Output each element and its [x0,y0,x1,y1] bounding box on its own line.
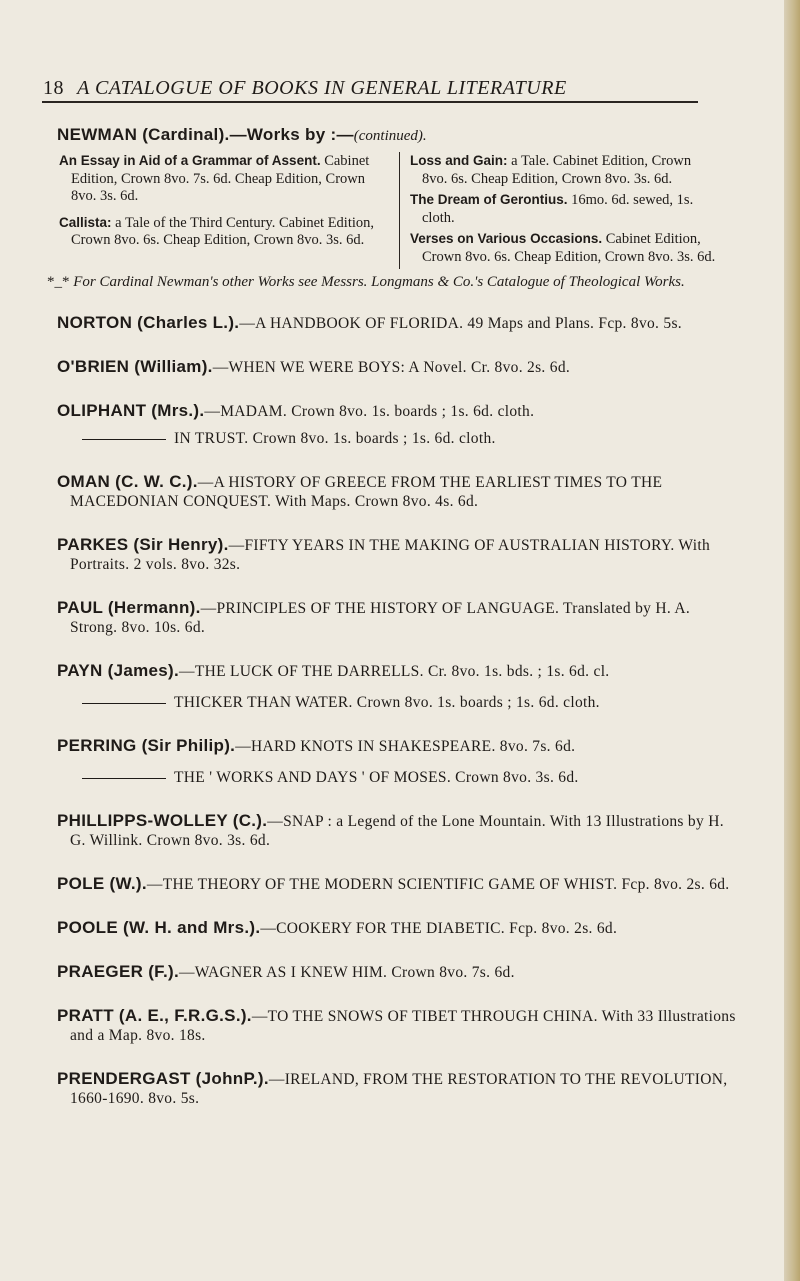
author-name: PHILLIPPS-WOLLEY (C.). [57,811,268,830]
page-header [43,77,695,100]
book-title: Verses on Various Occasions. [410,231,603,246]
works-by-label: —Works by :— [229,125,354,144]
entry-text: —THE THEORY OF THE MODERN SCIENTIFIC GAME OF WHIST. Fcp. 8vo. 2s. 6d. [146,876,730,893]
entry-text: —TO THE SNOWS OF TIBET THROUGH CHINA. With 33 Illustrations and a Map. 8vo. 18s. [70,1008,736,1044]
catalogue-entry [57,1069,737,1108]
entry-text: —COOKERY FOR THE DIABETIC. Fcp. 8vo. 2s. 6d. [260,920,618,937]
book-details: a Tale. Cabinet Edition, Crown 8vo. 6s. Cheap Edition, Crown 8vo. 3s. 6d. [422,153,692,187]
author-name: PAUL (Hermann). [57,598,201,617]
book-entry [410,230,716,266]
catalogue-entry [57,874,737,894]
entry-text: —PRINCIPLES OF THE HISTORY OF LANGUAGE. Translated by H. A. Strong. 8vo. 10s. 6d. [70,600,691,636]
catalogue-entry [57,918,737,938]
author-name: OLIPHANT (Mrs.). [57,401,205,420]
note-marker: *_* [47,274,74,290]
catalogue-subentry [57,768,737,787]
entry-text: —WHEN WE WERE BOYS: A Novel. Cr. 8vo. 2s. 6d. [212,359,571,376]
catalogue-entry [57,736,737,756]
entry-text: —HARD KNOTS IN SHAKESPEARE. 8vo. 7s. 6d. [235,738,576,755]
book-details: Cabinet Edition, Crown 8vo. 6s. Cheap Edition, Crown 8vo. 3s. 6d. [422,231,716,265]
page-edge [784,0,800,1281]
ditto-dash [82,778,166,779]
entry-text: —A HISTORY OF GREECE FROM THE EARLIEST TIMES TO THE MACEDONIAN CONQUEST. With Maps. Crown 8vo. 4s. 6d. [70,474,663,510]
entry-text: THICKER THAN WATER. Crown 8vo. 1s. boards ; 1s. 6d. cloth. [174,694,600,711]
entry-text: —FIFTY YEARS IN THE MAKING OF AUSTRALIAN HISTORY. With Portraits. 2 vols. 8vo. 32s. [70,537,710,573]
author-name: PERRING (Sir Philip). [57,736,236,755]
author-name: NEWMAN (Cardinal). [57,125,230,144]
newman-works-columns [59,152,737,269]
catalogue-entry [57,962,737,982]
entry-text: —THE LUCK OF THE DARRELLS. Cr. 8vo. 1s. bds. ; 1s. 6d. cl. [179,663,610,680]
newman-right-column [399,152,716,269]
entry-text: THE ' WORKS AND DAYS ' OF MOSES. Crown 8vo. 3s. 6d. [174,769,579,786]
book-entry [410,152,716,188]
author-name: PRATT (A. E., F.R.G.S.). [57,1006,252,1025]
catalogue-entry [57,357,737,377]
book-title: The Dream of Gerontius. [410,192,568,207]
header-rule [42,101,698,103]
author-name: PAYN (James). [57,661,180,680]
newman-note [47,273,737,291]
book-details: Cabinet Edition, Crown 8vo. 7s. 6d. Cheap Edition, Crown 8vo. 3s. 6d. [71,153,370,204]
note-text: For Cardinal Newman's other Works see Messrs. Longmans & Co.'s Catalogue of Theological Works. [73,274,685,290]
catalogue-entry [57,472,737,511]
author-name: OMAN (C. W. C.). [57,472,198,491]
author-name: O'BRIEN (William). [57,357,213,376]
entry-text: —WAGNER AS I KNEW HIM. Crown 8vo. 7s. 6d. [178,964,515,981]
book-details: a Tale of the Third Century. Cabinet Edition, Crown 8vo. 6s. Cheap Edition, Crown 8vo. 3s. 6d. [71,214,375,248]
newman-left-column [59,152,399,269]
catalogue-entry [57,401,737,421]
newman-heading [57,125,737,145]
continued-label: (continued). [353,128,427,144]
catalogue-entry [57,535,737,574]
catalogue-subentry [57,429,737,448]
author-name: PARKES (Sir Henry). [57,535,229,554]
book-details: 16mo. 6d. sewed, 1s. cloth. [422,192,694,226]
catalogue-entry [57,661,737,681]
author-name: PRAEGER (F.). [57,962,179,981]
book-title: Loss and Gain: [410,153,508,168]
entry-text: —IRELAND, FROM THE RESTORATION TO THE REVOLUTION, 1660-1690. 8vo. 5s. [70,1071,728,1107]
book-entry [59,152,391,206]
author-name: NORTON (Charles L.). [57,313,240,332]
catalogue-entry [57,811,737,850]
book-entry [410,191,716,227]
catalogue-entry [57,598,737,637]
entry-text: —SNAP : a Legend of the Lone Mountain. With 13 Illustrations by H. G. Willink. Crown 8vo. 3s. 6d. [70,813,724,849]
catalogue-entry [57,313,737,333]
running-title: A CATALOGUE OF BOOKS IN GENERAL LITERATURE [77,77,567,99]
ditto-dash [82,703,166,704]
catalogue-subentry [57,693,737,712]
author-name: POLE (W.). [57,874,147,893]
ditto-dash [82,439,166,440]
book-title: An Essay in Aid of a Grammar of Assent. [59,153,321,168]
book-title: Callista: [59,214,112,230]
entry-text: —MADAM. Crown 8vo. 1s. boards ; 1s. 6d. cloth. [204,403,535,420]
entry-text: IN TRUST. Crown 8vo. 1s. boards ; 1s. 6d. cloth. [174,430,496,447]
catalogue-content [47,125,737,1108]
author-name: POOLE (W. H. and Mrs.). [57,918,261,937]
book-entry [59,214,391,250]
author-name: PRENDERGAST (JohnP.). [57,1069,269,1088]
entry-text: —A HANDBOOK OF FLORIDA. 49 Maps and Plans. Fcp. 8vo. 5s. [239,315,682,332]
page-number: 18 [43,77,64,99]
catalogue-entry [57,1006,737,1045]
